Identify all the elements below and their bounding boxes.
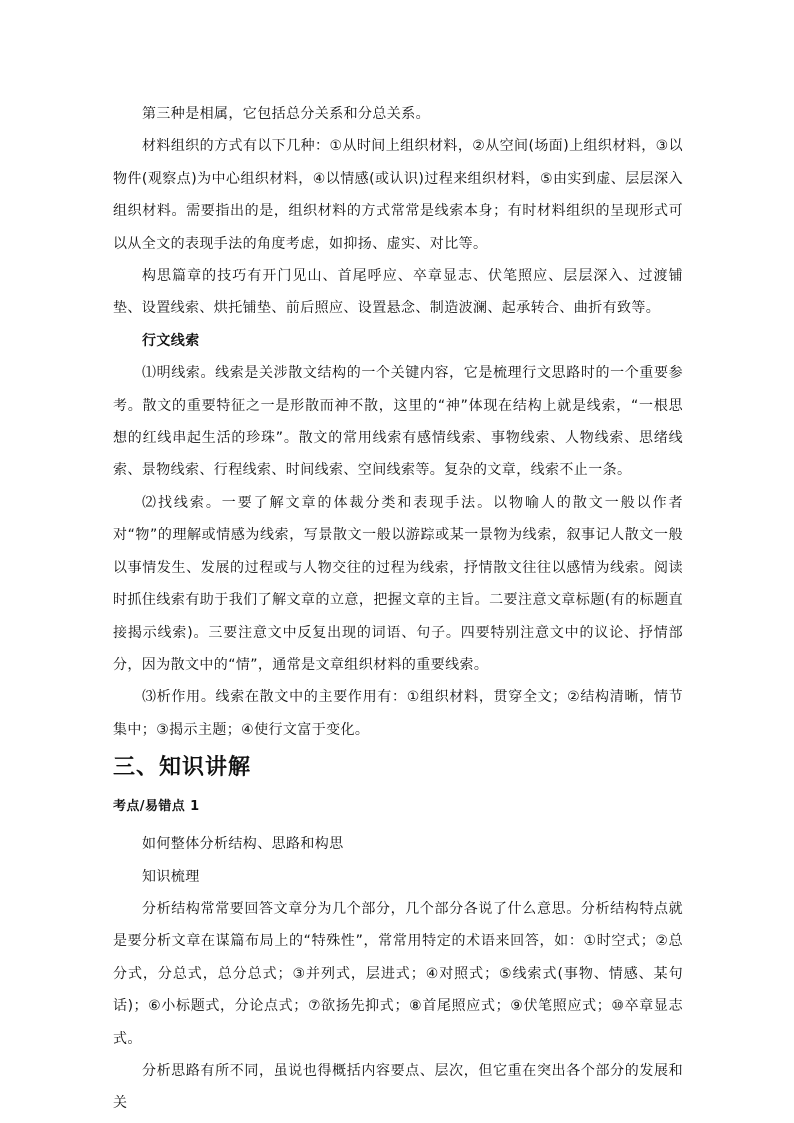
subheading-text-clues: 行文线索 [142,332,200,349]
paragraph-composition-techniques: 构思篇章的技巧有开门见山、首尾呼应、卒章显志、伏笔照应、层层深入、过渡铺垫、设置线索、烘托铺垫、前后照应、设置悬念、制造波澜、起承转合、曲折有致等。 [113,268,683,317]
kaodian-label: 考点/易错点 1 [113,799,200,815]
section-title: 三、知识讲解 [113,755,252,781]
topic-subtitle: 知识梳理 [142,868,200,885]
paragraph-material-organization: 材料组织的方式有以下几种：①从时间上组织材料，②从空间(场面)上组织材料，③以物件(观察点)为中心组织材料，④以情感(或认识)过程来组织材料，⑤由实到虚、层层深入组织材料。需要指出的是，组织材料的方式常常是线索本身；有时材料组织的呈现形式可以从全文的表现手法的角度考虑，如抑扬、虚实、对比等。 [113,138,683,252]
paragraph-relation-types: 第三种是相属，它包括总分关系和分总关系。 [142,106,430,122]
paragraph-thought-analysis: 分析思路有所不同，虽说也得概括内容要点、层次，但它重在突出各个部分的发展和关 [113,1062,683,1112]
paragraph-find-clue: ⑵找线索。一要了解文章的体裁分类和表现手法。以物喻人的散文一般以作者对“物”的理解或情感为线索，写景散文一般以游踪或某一景物为线索，叙事记人散文一般以事情发生、发展的过程或与人物交往的过程为线索，抒情散文往往以感情为线索。阅读时抓住线索有助于我们了解文章的立意，把握文章的主旨。二要注意文章标题(有的标题直接揭示线索)。三要注意文中反复出现的词语、句子。四要特别注意文中的议论、抒情部分，因为散文中的“情”，通常是文章组织材料的重要线索。 [113,494,683,673]
topic-title: 如何整体分析结构、思路和构思 [142,836,344,853]
paragraph-structure-analysis: 分析结构常常要回答文章分为几个部分，几个部分各说了什么意思。分析结构特点就是要分析文章在谋篇布局上的“特殊性”，常常用特定的术语来回答，如：①时空式；②总分式，分总式，总分总式；③并列式，层进式；④对照式；⑤线索式(事物、情感、某句话)；⑥小标题式，分论点式；⑦欲扬先抑式；⑧首尾照应式；⑨伏笔照应式；⑩卒章显志式。 [113,900,683,1047]
paragraph-clear-clue: ⑴明线索。线索是关涉散文结构的一个关键内容，它是梳理行文思路时的一个重要参考。散文的重要特征之一是形散而神不散，这里的“神”体现在结构上就是线索，“一根思想的红线串起生活的珍珠”。散文的常用线索有感情线索、事物线索、人物线索、思绪线索、景物线索、行程线索、时间线索、空间线索等。复杂的文章，线索不止一条。 [113,365,683,479]
paragraph-clue-function: ⑶析作用。线索在散文中的主要作用有：①组织材料，贯穿全文；②结构清晰，情节集中；③揭示主题；④使行文富于变化。 [113,689,683,738]
document-page [113,98,683,1120]
